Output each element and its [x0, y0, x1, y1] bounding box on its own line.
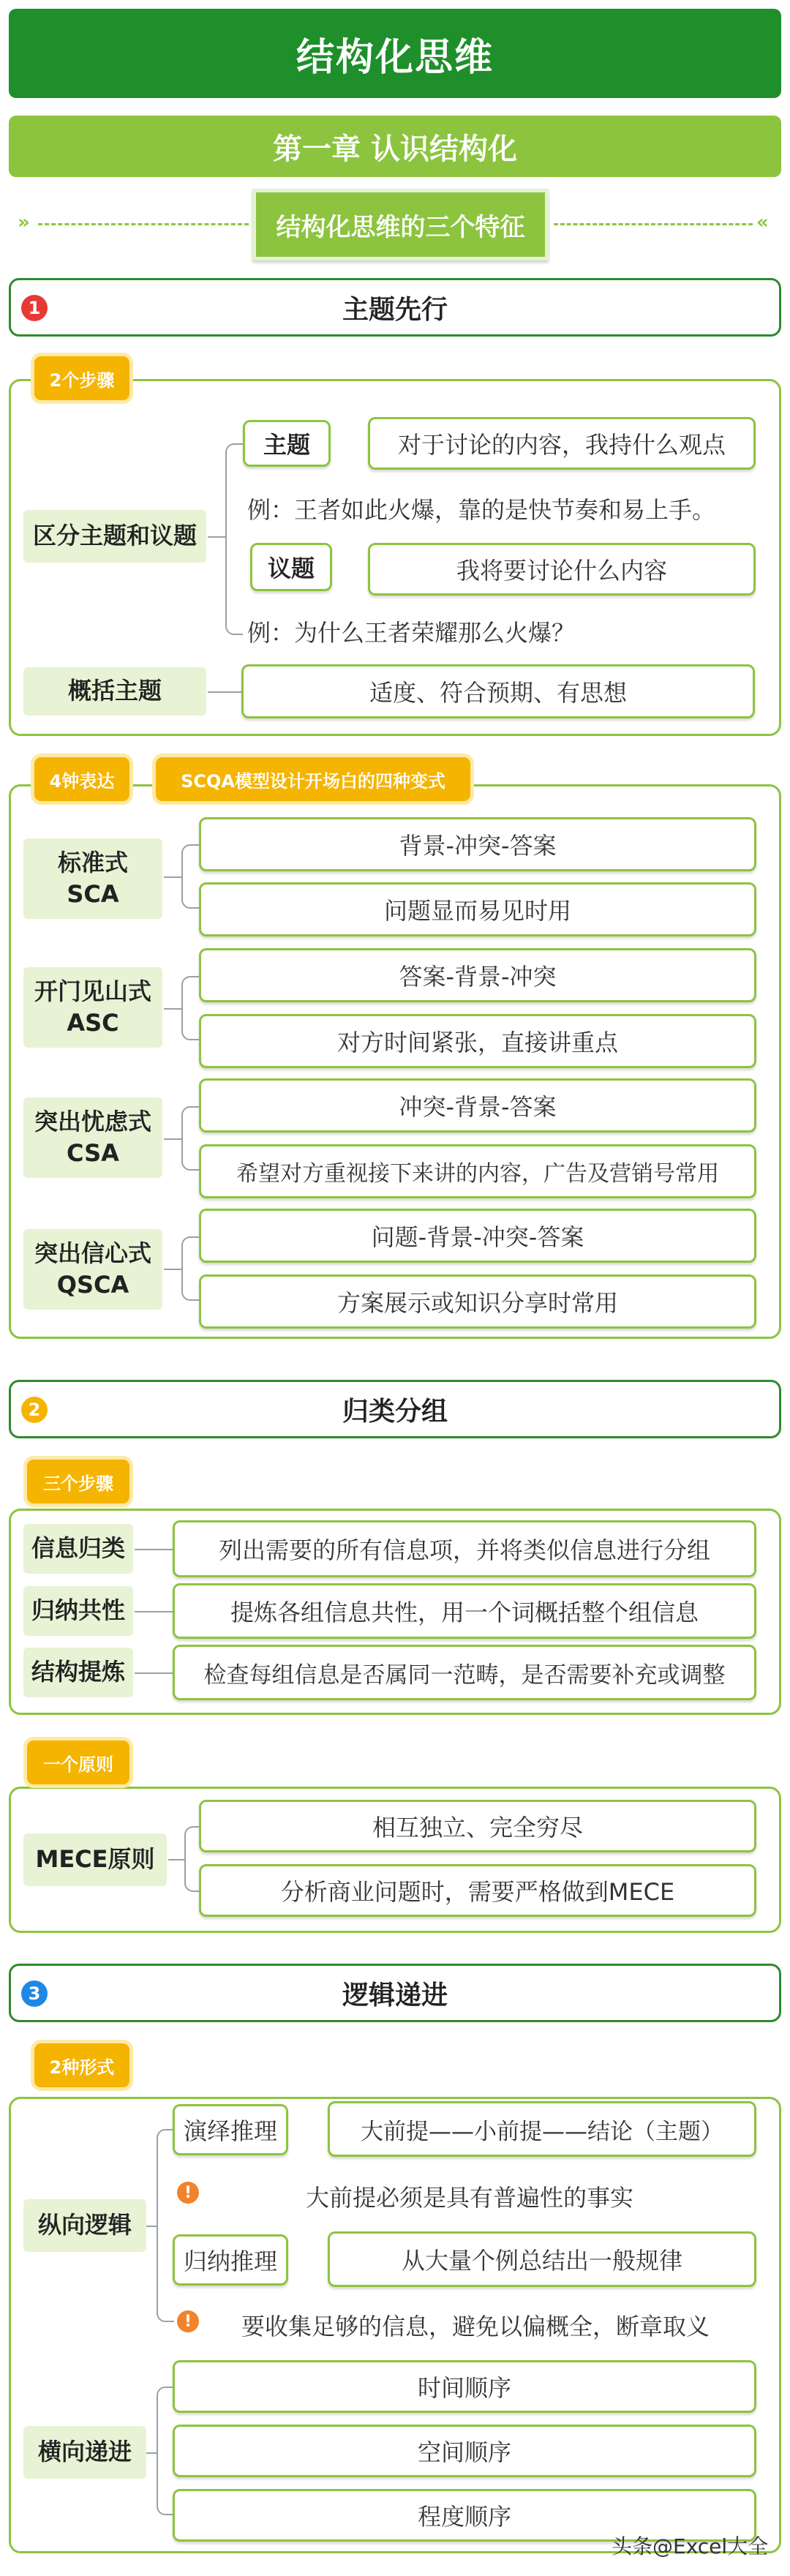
connector: [146, 2226, 157, 2227]
chapter-title: 第一章 认识结构化: [9, 116, 781, 177]
bracket: [181, 1236, 199, 1301]
issue-label: 议题: [250, 543, 332, 591]
section-1-header: [9, 278, 781, 337]
form-standard-label: [23, 838, 162, 919]
divider-left: [38, 223, 249, 225]
bracket: [181, 1106, 199, 1171]
step-desc: 检查每组信息是否属同一范畴，是否需要补充或调整: [173, 1645, 756, 1700]
topic-value: 对于讨论的内容，我持什么观点: [368, 417, 756, 470]
scqa-tag: SCQA模型设计开场白的四种变式: [152, 754, 474, 805]
connector: [135, 1672, 173, 1674]
double-arrow-right-icon: »: [18, 211, 30, 233]
form-order: 问题-背景-冲突-答案: [199, 1209, 756, 1263]
page-title: 结构化思维: [9, 9, 781, 98]
connector: [208, 536, 225, 538]
form-code: QSCA: [56, 1271, 129, 1299]
steps-tag: 三个步骤: [23, 1456, 133, 1507]
forms-tag: 2种形式: [31, 2040, 133, 2091]
mece-item: 分析商业问题时，需要严格做到MECE: [199, 1864, 756, 1917]
form-usage: 方案展示或知识分享时常用: [199, 1274, 756, 1329]
step-label: 结构提炼: [23, 1648, 133, 1697]
double-arrow-left-icon: «: [756, 211, 769, 233]
form-worry-label: [23, 1097, 162, 1178]
bracket: [225, 443, 243, 635]
number-2-icon: 2: [21, 1397, 48, 1423]
section-3-title: 逻辑递进: [342, 1980, 448, 2010]
form-name: 开门见山式: [34, 977, 151, 1005]
connector: [208, 691, 241, 693]
summary-label: 概括主题: [23, 667, 206, 716]
connector: [164, 1269, 181, 1270]
connector: [164, 876, 181, 878]
step-label: 归纳共性: [23, 1586, 133, 1636]
connector: [146, 2452, 157, 2454]
form-order: 冲突-背景-答案: [199, 1078, 756, 1133]
form-name: 突出忧虑式: [34, 1107, 151, 1135]
deduction-value: 大前提——小前提——结论（主题）: [328, 2101, 756, 2157]
bracket: [181, 844, 199, 909]
watermark: 头条@Excel大全: [612, 2534, 769, 2558]
form-confidence-label: [23, 1229, 162, 1310]
form-order: 答案-背景-冲突: [199, 948, 756, 1002]
distinguish-label: 区分主题和议题: [23, 510, 206, 563]
section-2-title: 归类分组: [342, 1396, 448, 1427]
horizontal-item: 程度顺序: [173, 2489, 756, 2542]
form-name: 标准式: [57, 848, 128, 876]
form-code: SCA: [67, 880, 119, 908]
horizontal-label: 横向递进: [23, 2426, 146, 2479]
section-3-header: [9, 1964, 781, 2022]
bracket: [184, 1826, 199, 1892]
issue-example: 例：为什么王者荣耀那么火爆？: [247, 619, 576, 647]
mece-label: MECE原则: [23, 1833, 167, 1886]
deduction-note: 大前提必须是具有普遍性的事实: [306, 2184, 634, 2212]
connector: [168, 1859, 184, 1860]
section-2-header: [9, 1380, 781, 1438]
topic-label: 主题: [243, 420, 331, 467]
bracket: [157, 2387, 174, 2515]
forms-tag: 4钟表达: [31, 754, 133, 805]
warning-icon: !: [177, 2310, 199, 2332]
connector: [164, 1008, 181, 1010]
deduction-label: 演绎推理: [173, 2104, 288, 2155]
induction-value: 从大量个例总结出一般规律: [328, 2231, 756, 2287]
warning-icon: !: [177, 2182, 199, 2204]
step-desc: 列出需要的所有信息项，并将类似信息进行分组: [173, 1520, 756, 1577]
vertical-label: 纵向逻辑: [23, 2199, 146, 2252]
connector: [135, 1549, 173, 1550]
step-label: 信息归类: [23, 1524, 133, 1574]
step-desc: 提炼各组信息共性，用一个词概括整个组信息: [173, 1583, 756, 1639]
feature-title: 结构化思维的三个特征: [252, 189, 549, 260]
steps-tag: 2个步骤: [31, 353, 133, 404]
number-3-icon: 3: [21, 1980, 48, 2007]
form-order: 背景-冲突-答案: [199, 817, 756, 871]
horizontal-item: 时间顺序: [173, 2360, 756, 2413]
form-direct-label: [23, 967, 162, 1048]
induction-note: 要收集足够的信息，避免以偏概全，断章取义: [241, 2313, 710, 2340]
form-code: ASC: [67, 1009, 119, 1037]
connector: [164, 1138, 181, 1140]
form-usage: 希望对方重视接下来讲的内容，广告及营销号常用: [199, 1144, 756, 1198]
summary-value: 适度、符合预期、有思想: [241, 664, 755, 718]
section-1-title: 主题先行: [342, 294, 448, 325]
horizontal-item: 空间顺序: [173, 2425, 756, 2477]
bracket: [181, 976, 199, 1040]
connector: [135, 1611, 173, 1612]
form-name: 突出信心式: [34, 1239, 151, 1267]
form-usage: 对方时间紧张，直接讲重点: [199, 1014, 756, 1068]
form-usage: 问题显而易见时用: [199, 882, 756, 936]
form-code: CSA: [67, 1139, 119, 1167]
mece-item: 相互独立、完全穷尽: [199, 1800, 756, 1852]
issue-value: 我将要讨论什么内容: [368, 543, 756, 596]
principle-tag: 一个原则: [23, 1737, 133, 1788]
number-1-icon: 1: [21, 295, 48, 321]
induction-label: 归纳推理: [173, 2234, 288, 2286]
divider-right: [554, 223, 753, 225]
topic-example: 例：王者如此火爆，靠的是快节奏和易上手。: [247, 496, 716, 524]
bracket: [157, 2129, 174, 2322]
